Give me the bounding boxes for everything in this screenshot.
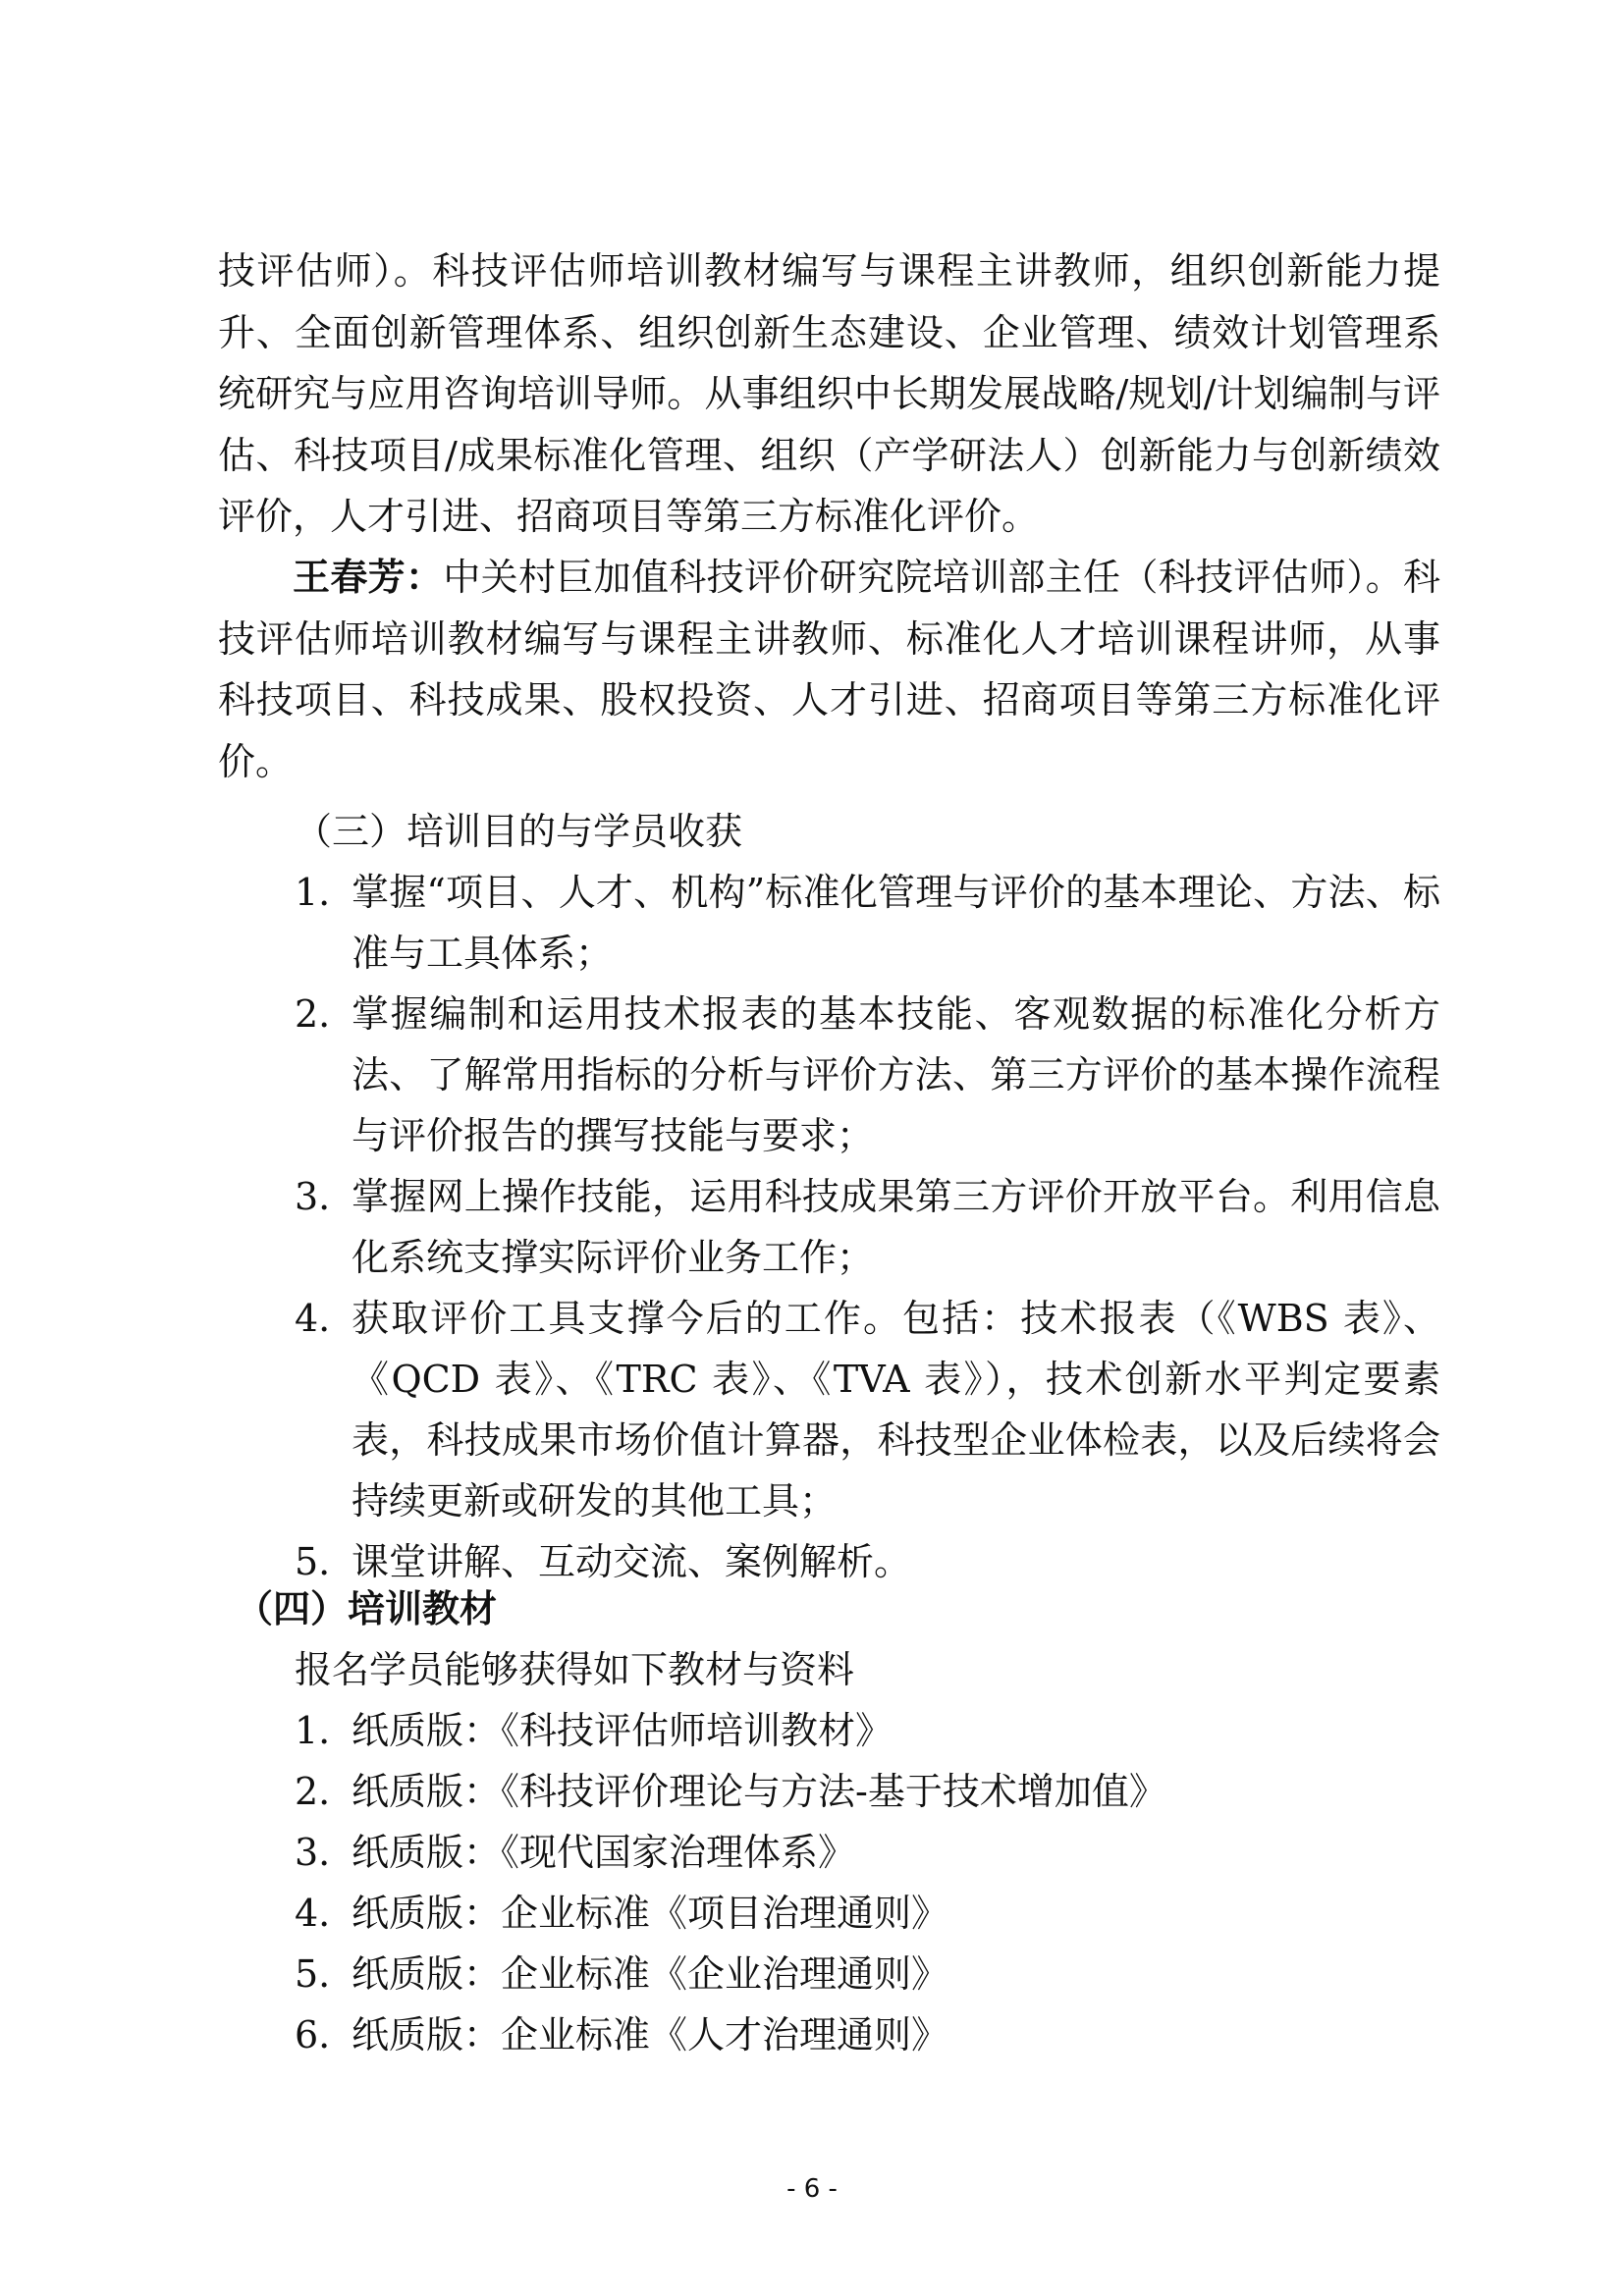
item-text: 纸质版：《科技评价理论与方法-基于技术增加值》 xyxy=(352,1770,1166,1813)
item-text: 掌握编制和运用技术报表的基本技能、客观数据的标准化分析方法、了解常用指标的分析与评价方法、第三方评价的基本操作流程与评价报告的撰写技能与要求； xyxy=(352,992,1440,1157)
item-number: 5. xyxy=(295,1952,331,1996)
person-bio: 中关村巨加值科技评价研究院培训部主任（科技评估师）。科技评估师培训教材编写与课程主讲教师、标准化人才培训课程讲师，从事科技项目、科技成果、股权投资、人才引进、招商项目等第三方标准化评价。 xyxy=(218,556,1440,783)
person-name: 王春芳： xyxy=(293,556,444,599)
item-number: 5. xyxy=(295,1540,331,1583)
item-text: 获取评价工具支撑今后的工作。包括：技术报表（《WBS 表》、《QCD 表》、《TRC 表》、《TVA 表》），技术创新水平判定要素表，科技成果市场价值计算器，科技型企业体检表，以及后续将会持续更新或研发的其他工具； xyxy=(352,1297,1440,1522)
person-block xyxy=(218,547,1440,792)
list-item xyxy=(295,984,1440,1166)
item-text: 纸质版：《科技评估师培训教材》 xyxy=(352,1709,893,1752)
list-item xyxy=(295,1883,1440,1944)
list-item xyxy=(295,1700,1440,1761)
item-number: 2. xyxy=(295,1770,331,1813)
item-text: 掌握“项目、人才、机构”标准化管理与评价的基本理论、方法、标准与工具体系； xyxy=(352,871,1440,975)
list-item xyxy=(295,1288,1440,1531)
section4-list xyxy=(295,1700,1440,2065)
item-text: 纸质版：企业标准《人才治理通则》 xyxy=(352,2013,949,2056)
list-item xyxy=(295,1822,1440,1883)
list-item xyxy=(295,1944,1440,2004)
item-text: 纸质版：企业标准《项目治理通则》 xyxy=(352,1892,949,1935)
item-text: 纸质版：《现代国家治理体系》 xyxy=(352,1831,856,1874)
list-item xyxy=(295,1761,1440,1822)
item-number: 2. xyxy=(295,992,331,1036)
section3-heading: （三）培训目的与学员收获 xyxy=(295,810,743,853)
item-number: 1. xyxy=(295,871,331,914)
person-paragraph xyxy=(218,547,1440,792)
intro-paragraph: 技评估师）。科技评估师培训教材编写与课程主讲教师，组织创新能力提升、全面创新管理体系、组织创新生态建设、企业管理、绩效计划管理系统研究与应用咨询培训导师。从事组织中长期发展战略/规划/计划编制与评估、科技项目/成果标准化管理、组织（产学研法人）创新能力与创新绩效评价，人才引进、招商项目等第三方标准化评价。 xyxy=(218,249,1440,538)
item-number: 6. xyxy=(295,2013,331,2056)
item-text: 课堂讲解、互动交流、案例解析。 xyxy=(352,1540,912,1583)
item-number: 3. xyxy=(295,1831,331,1874)
item-number: 4. xyxy=(295,1892,331,1935)
section4-heading: （四）培训教材 xyxy=(236,1587,498,1630)
item-number: 1. xyxy=(295,1709,331,1752)
section4-lead: 报名学员能够获得如下教材与资料 xyxy=(295,1648,855,1691)
item-number: 3. xyxy=(295,1175,331,1218)
item-number: 4. xyxy=(295,1297,331,1340)
page-number: - 6 - xyxy=(786,2174,838,2204)
list-item xyxy=(295,1166,1440,1288)
item-text: 掌握网上操作技能，运用科技成果第三方评价开放平台。利用信息化系统支撑实际评价业务工作； xyxy=(352,1175,1440,1279)
section3-list xyxy=(295,862,1440,1592)
list-item xyxy=(295,2004,1440,2065)
list-item xyxy=(295,862,1440,984)
item-text: 纸质版：企业标准《企业治理通则》 xyxy=(352,1952,949,1996)
intro-block xyxy=(218,240,1440,548)
